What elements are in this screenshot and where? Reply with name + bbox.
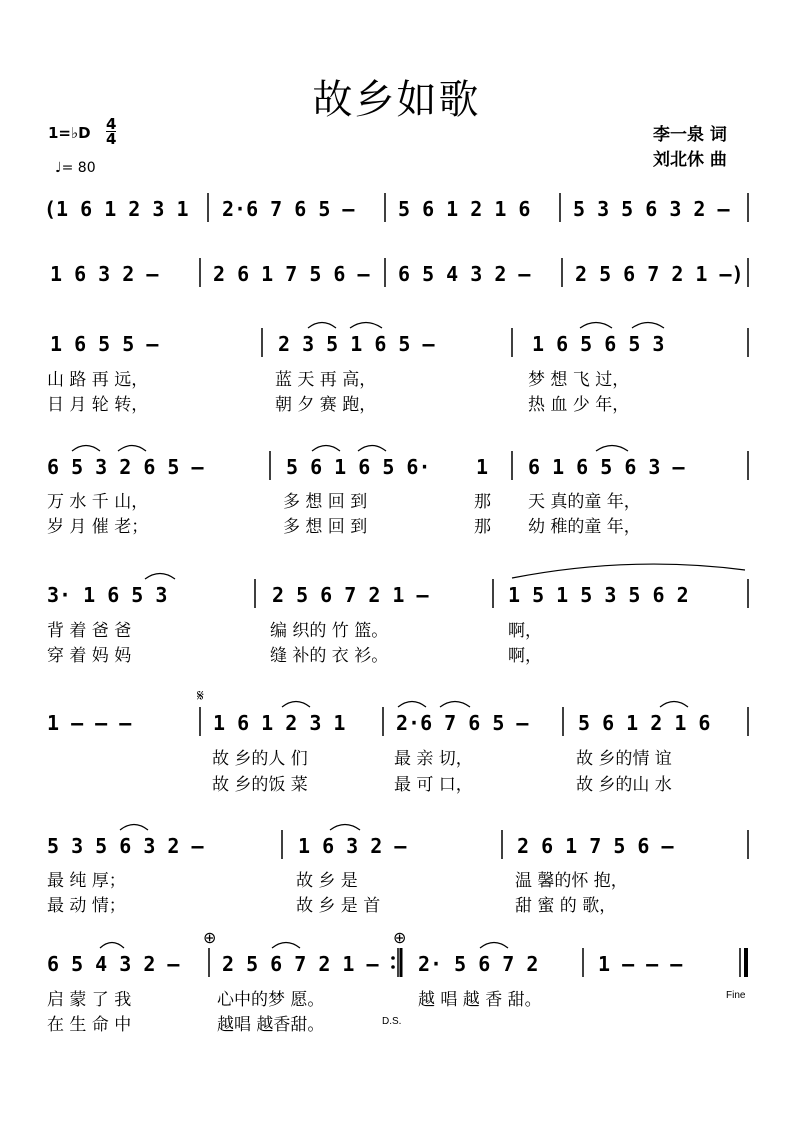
measure-s1-1: (1 6 1 2 3 1	[44, 197, 189, 221]
lyric-s4-v1-4: 天 真的童 年，	[528, 492, 641, 512]
measure-s4-3: 1	[476, 455, 489, 479]
measure-s2-2: 2 6 1 7 5 6 –	[213, 262, 370, 286]
time-signature-top: 4	[106, 115, 117, 133]
lyric-s6-v2-3: 故 乡的山 水	[576, 775, 672, 795]
measure-s5-3: 1 5 1 5 3 5 6 2	[508, 583, 689, 607]
lyric-s6-v1-3: 故 乡的情 谊	[576, 749, 672, 769]
lyric-s8-v2-1: 在 生 命 中	[47, 1015, 132, 1035]
lyric-s5-v1-1: 背 着 爸 爸	[47, 621, 132, 641]
measure-s1-4: 5 3 5 6 3 2 –	[573, 197, 730, 221]
lyric-s6-v1-2: 最 亲 切，	[394, 749, 473, 769]
lyric-s5-v1-3: 啊，	[508, 621, 542, 641]
lyric-s3-v2-1: 日 月 轮 转，	[47, 395, 149, 415]
measure-s5-2: 2 5 6 7 2 1 –	[272, 583, 429, 607]
key-signature: 1=♭D	[48, 124, 91, 142]
lyric-s4-v2-1: 岁 月 催 老；	[47, 517, 149, 537]
lyric-s3-v1-2: 蓝 天 再 高，	[275, 370, 377, 390]
lyric-s8-v2-2: 越唱 越香甜。	[217, 1015, 325, 1035]
measure-s5-1: 3· 1 6 5 3	[47, 583, 168, 607]
segno-sign: 𝄋	[197, 686, 204, 705]
lyric-s5-v2-2: 缝 补的 衣 衫。	[270, 646, 389, 666]
measure-s6-4: 5 6 1 2 1 6	[578, 711, 711, 735]
lyric-s6-v2-1: 故 乡的饭 菜	[212, 775, 308, 795]
measure-s7-1: 5 3 5 6 3 2 –	[47, 834, 204, 858]
measure-s4-4: 6 1 6 5 6 3 –	[528, 455, 685, 479]
lyric-s4-v2-4: 幼 稚的童 年，	[528, 517, 641, 537]
lyric-s4-v2-2: 多 想 回 到	[283, 517, 368, 537]
lyric-s7-v1-2: 故 乡 是	[296, 871, 358, 891]
lyric-s3-v1-1: 山 路 再 远，	[47, 370, 149, 390]
measure-s2-1: 1 6 3 2 –	[50, 262, 159, 286]
measure-s7-3: 2 6 1 7 5 6 –	[517, 834, 674, 858]
measure-s2-4: 2 5 6 7 2 1 –)	[575, 262, 744, 286]
measure-s2-3: 6 5 4 3 2 –	[398, 262, 531, 286]
lyric-s6-v2-2: 最 可 口，	[394, 775, 473, 795]
lyric-s7-v2-1: 最 动 情；	[47, 896, 126, 916]
ds-marking: D.S.	[382, 1016, 402, 1027]
lyric-s8-v1-2: 心中的梦 愿。	[217, 990, 325, 1010]
measure-s1-2: 2·6 7 6 5 –	[222, 197, 355, 221]
time-signature-bottom: 4	[106, 130, 117, 148]
measure-s8-3: 2· 5 6 7 2	[418, 952, 539, 976]
lyric-s4-v2-3: 那	[474, 517, 491, 537]
lyric-s6-v1-1: 故 乡的人 们	[212, 749, 308, 769]
lyric-s8-v1-3: 越 唱 越 香 甜。	[418, 990, 542, 1010]
lyric-s3-v2-3: 热 血 少 年，	[528, 395, 630, 415]
lyric-s4-v1-3: 那	[474, 492, 491, 512]
lyric-s7-v2-3: 甜 蜜 的 歌，	[515, 896, 617, 916]
measure-s6-3: 2·6 7 6 5 –	[396, 711, 529, 735]
lyric-s7-v1-1: 最 纯 厚；	[47, 871, 126, 891]
fine-marking: Fine	[726, 990, 746, 1001]
measure-s8-1: 6 5 4 3 2 –	[47, 952, 180, 976]
measure-s8-4: 1 – – –	[598, 952, 683, 976]
measure-s3-1: 1 6 5 5 –	[50, 332, 159, 356]
measure-s3-2: 2 3 5 1 6 5 –	[278, 332, 435, 356]
tempo-marking: ♩= 80	[55, 160, 96, 176]
lyric-s7-v1-3: 温 馨的怀 抱，	[515, 871, 628, 891]
lyric-s3-v2-2: 朝 夕 赛 跑，	[275, 395, 377, 415]
composer-credit: 刘北休 曲	[653, 150, 727, 170]
lyric-s7-v2-2: 故 乡 是 首	[296, 896, 381, 916]
measure-s4-2: 5 6 1 6 5 6·	[286, 455, 431, 479]
measure-s7-2: 1 6 3 2 –	[298, 834, 407, 858]
lyricist-credit: 李一泉 词	[653, 125, 727, 145]
measure-s4-1: 6 5 3 2 6 5 –	[47, 455, 204, 479]
lyric-s3-v1-3: 梦 想 飞 过，	[528, 370, 630, 390]
lyric-s4-v1-2: 多 想 回 到	[283, 492, 368, 512]
coda-sign-1: ⊕	[203, 928, 217, 947]
lyric-s5-v1-2: 编 织的 竹 篮。	[270, 621, 389, 641]
lyric-s5-v2-1: 穿 着 妈 妈	[47, 646, 132, 666]
measure-s1-3: 5 6 1 2 1 6	[398, 197, 531, 221]
coda-sign-2: ⊕	[393, 928, 407, 947]
lyric-s8-v1-1: 启 蒙 了 我	[47, 990, 132, 1010]
lyric-s4-v1-1: 万 水 千 山，	[47, 492, 149, 512]
measure-s6-1: 1 – – –	[47, 711, 132, 735]
song-title: 故乡如歌	[312, 77, 481, 123]
lyric-s5-v2-3: 啊，	[508, 646, 542, 666]
measure-s6-2: 1 6 1 2 3 1	[213, 711, 346, 735]
measure-s8-2: 2 5 6 7 2 1 –	[222, 952, 379, 976]
measure-s3-3: 1 6 5 6 5 3	[532, 332, 665, 356]
